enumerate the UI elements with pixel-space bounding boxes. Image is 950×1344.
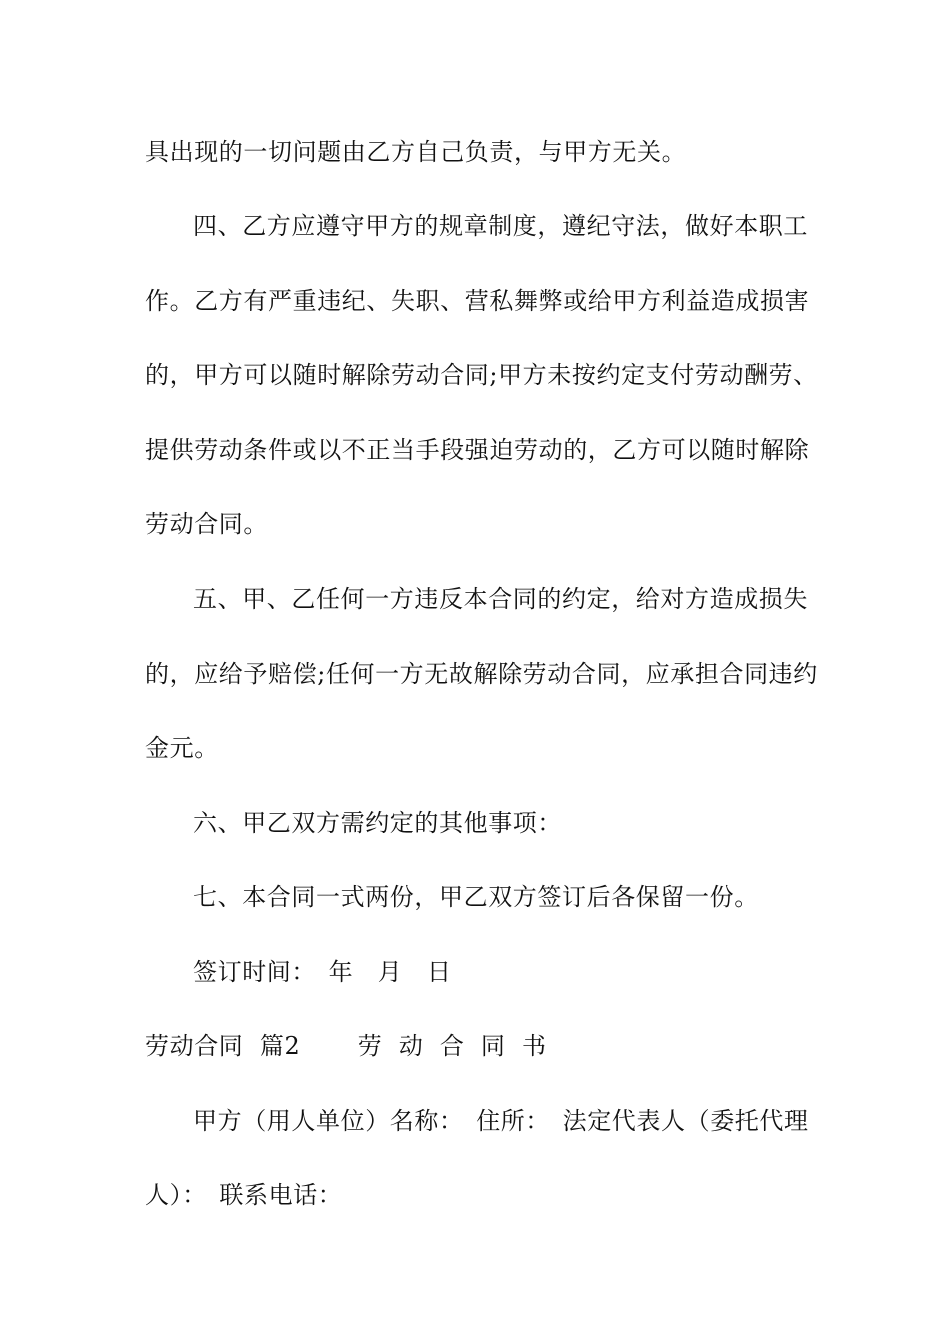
clause-4-line-2: 作。乙方有严重违纪、失职、营私舞弊或给甲方利益造成损害 (145, 287, 810, 315)
clause-4-line-4: 提供劳动条件或以不正当手段强迫劳动的，乙方可以随时解除 (145, 436, 810, 464)
clause-4-line-5: 劳动合同。 (145, 510, 268, 538)
clause-7: 七、本合同一式两份，甲乙双方签订后各保留一份。 (193, 883, 759, 911)
clause-4-line-1: 四、乙方应遵守甲方的规章制度，遵纪守法，做好本职工 (193, 212, 808, 240)
clause-5-line-1: 五、甲、乙任何一方违反本合同的约定，给对方造成损失 (193, 585, 808, 613)
text-line-1: 具出现的一切问题由乙方自己负责，与甲方无关。 (145, 138, 687, 166)
clause-5-line-3: 金元。 (145, 734, 219, 762)
clause-6: 六、甲乙双方需约定的其他事项： (193, 809, 562, 837)
clause-5-line-2: 的，应给予赔偿;任何一方无故解除劳动合同，应承担合同违约 (145, 660, 818, 688)
contract-heading: 劳动合同 篇2 劳 动 合 同 书 (145, 1032, 547, 1060)
party-a-line-2: 人）： 联系电话： (145, 1181, 343, 1209)
clause-4-line-3: 的，甲方可以随时解除劳动合同;甲方未按约定支付劳动酬劳、 (145, 361, 818, 389)
party-a-line-1: 甲方（用人单位）名称： 住所： 法定代表人（委托代理 (193, 1107, 809, 1135)
signing-date: 签订时间： 年 月 日 (193, 958, 452, 986)
